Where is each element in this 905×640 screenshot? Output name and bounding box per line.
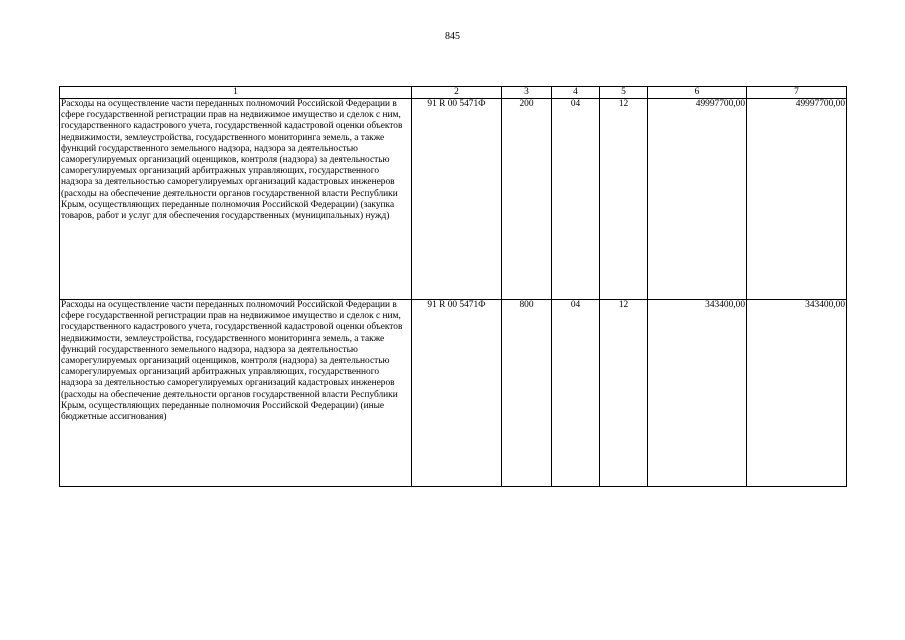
row-amount-6: 49997700,00 [648, 99, 747, 300]
budget-table [59, 86, 847, 487]
column-header-7: 7 [747, 87, 847, 99]
row-description: Расходы на осуществление части переданных полномочий Российской Федерации в сфере государственной регистрации прав на недвижимое имущество и сделок с ним, государственного кадастрового учета, государственной кадастровой оценки объектов недвижимости, землеустройства, государственного мониторинга земель, а также функций государственного земельного надзора, надзора за деятельностью саморегулируемых организаций оценщиков, контроля (надзора) за деятельностью саморегулируемых организаций арбитражных управляющих, государственного надзора за деятельностью саморегулируемых организаций кадастровых инженеров (расходы на обеспечение деятельности органов государственной власти Республики Крым, осуществляющих переданные полномочия Российской Федерации) (иные бюджетные ассигнования) [60, 300, 412, 487]
row-subsection: 12 [600, 99, 648, 300]
row-section: 04 [552, 300, 600, 487]
column-header-1: 1 [60, 87, 412, 99]
row-amount-7: 49997700,00 [747, 99, 847, 300]
row-section: 04 [552, 99, 600, 300]
column-header-5: 5 [600, 87, 648, 99]
column-header-2: 2 [412, 87, 502, 99]
row-description: Расходы на осуществление части переданных полномочий Российской Федерации в сфере государственной регистрации прав на недвижимое имущество и сделок с ним, государственного кадастрового учета, государственной кадастровой оценки объектов недвижимости, землеустройства, государственного мониторинга земель, а также функций государственного земельного надзора, надзора за деятельностью саморегулируемых организаций оценщиков, контроля (надзора) за деятельностью саморегулируемых организаций арбитражных управляющих, государственного надзора за деятельностью саморегулируемых организаций кадастровых инженеров (расходы на обеспечение деятельности органов государственной власти Республики Крым, осуществляющих переданные полномочия Российской Федерации) (закупка товаров, работ и услуг для обеспечения государственных (муниципальных) нужд) [60, 99, 412, 300]
row-amount-7: 343400,00 [747, 300, 847, 487]
row-subsection: 12 [600, 300, 648, 487]
column-header-3: 3 [502, 87, 552, 99]
row-target-article: 91 R 00 5471Ф [412, 300, 502, 487]
header-row [60, 87, 847, 99]
row-expense-type: 800 [502, 300, 552, 487]
table-row [60, 99, 847, 300]
row-amount-6: 343400,00 [648, 300, 747, 487]
column-header-4: 4 [552, 87, 600, 99]
row-expense-type: 200 [502, 99, 552, 300]
table-row [60, 300, 847, 487]
row-target-article: 91 R 00 5471Ф [412, 99, 502, 300]
page-number: 845 [445, 31, 460, 42]
column-header-6: 6 [648, 87, 747, 99]
